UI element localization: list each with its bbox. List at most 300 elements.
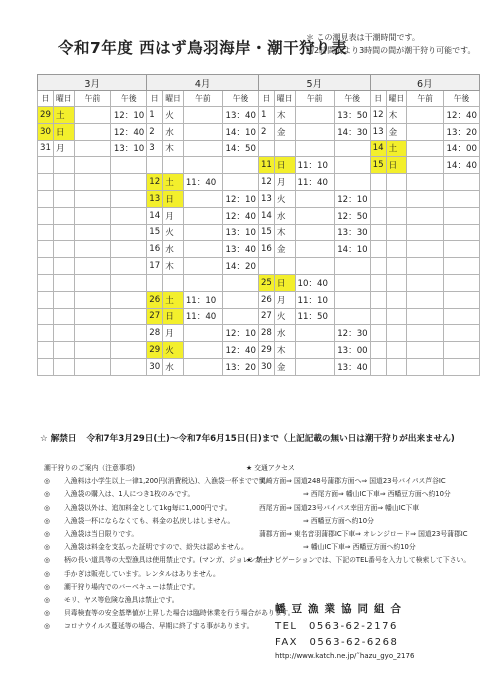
cell-dow (386, 308, 407, 325)
rule-text: 柄の長い道具等の大型漁具は使用禁止です。(マンガ、ジョレン禁止) (64, 556, 273, 565)
cell-am (74, 140, 111, 157)
tide-calendar-table (37, 74, 480, 376)
cell-dow (53, 207, 74, 224)
cell-pm (111, 174, 147, 191)
cell-day: 14 (370, 140, 386, 157)
column-header-dow: 曜日 (53, 91, 74, 107)
cell-pm (223, 291, 259, 308)
cell-day (370, 241, 386, 258)
cell-pm (223, 274, 259, 291)
bullet-icon: ◎ (44, 503, 50, 512)
cell-day: 30 (38, 123, 54, 140)
access-route: 岡崎方面⇒ 国道248号蒲郡方面へ⇒ 国道23号バイパス芦谷IC (259, 477, 446, 486)
calendar-row (38, 174, 480, 191)
cell-pm (444, 241, 480, 258)
cell-dow: 日 (163, 308, 184, 325)
column-header-pm: 午後 (223, 91, 259, 107)
cell-pm (111, 207, 147, 224)
cell-day: 12 (258, 174, 274, 191)
cell-day (38, 308, 54, 325)
cell-am (407, 241, 444, 258)
cell-dow (53, 224, 74, 241)
cell-am (74, 325, 111, 342)
cell-pm: 14：40 (444, 157, 480, 174)
cell-day: 30 (258, 358, 274, 375)
cell-day (38, 291, 54, 308)
cell-day (38, 325, 54, 342)
access-heading: ★ 交通アクセス (246, 464, 295, 472)
cell-dow: 土 (386, 140, 407, 157)
bullet-icon: ◎ (44, 582, 50, 591)
cell-day: 29 (38, 107, 54, 124)
bullet-icon: ◎ (44, 596, 50, 605)
cell-day: 27 (147, 308, 163, 325)
cell-day: 17 (147, 258, 163, 275)
cell-dow: 木 (274, 342, 295, 359)
access-route: 西尾方面⇒ 国道23号バイパス幸田方面⇒ 幡山IC下車 (259, 503, 420, 512)
month-header: 5月 (258, 75, 370, 91)
cell-dow: 水 (274, 207, 295, 224)
cell-pm (111, 325, 147, 342)
cell-day: 13 (147, 190, 163, 207)
cell-day: 31 (38, 140, 54, 157)
cell-pm: 13：50 (334, 107, 370, 124)
cell-am (74, 291, 111, 308)
cell-day (38, 258, 54, 275)
column-header-day: 日 (38, 91, 54, 107)
access-route: 蒲郡方面⇒ 東名音羽蒲郡IC下車⇒ オレンジロード⇒ 国道23号蒲郡IC (259, 530, 468, 539)
rule-text: 入漁袋は当日限りです。 (64, 530, 139, 539)
cell-am (183, 157, 222, 174)
cell-am: 11：50 (295, 308, 334, 325)
cell-am (295, 258, 334, 275)
calendar-row (38, 358, 480, 375)
cell-dow: 火 (163, 107, 184, 124)
cell-am (183, 190, 222, 207)
cell-am (183, 241, 222, 258)
month-header-row (38, 75, 480, 91)
cell-am: 11：10 (295, 157, 334, 174)
calendar-row (38, 258, 480, 275)
cell-dow (386, 207, 407, 224)
access-route: ⇒ 西尾方面⇒ 幡山IC下車⇒ 西幡豆方面へ約10分 (303, 490, 451, 499)
cell-pm (111, 224, 147, 241)
bullet-icon: ◎ (44, 569, 50, 578)
cell-pm (111, 241, 147, 258)
cell-dow (163, 157, 184, 174)
cell-dow: 火 (163, 342, 184, 359)
cell-am (74, 123, 111, 140)
column-header-dow: 曜日 (386, 91, 407, 107)
cell-day: 29 (258, 342, 274, 359)
cell-pm (334, 174, 370, 191)
column-header-day: 日 (258, 91, 274, 107)
cell-day (370, 325, 386, 342)
cell-pm: 14：10 (334, 241, 370, 258)
calendar-row (38, 241, 480, 258)
cell-dow (274, 140, 295, 157)
fax-number: FAX 0563-62-6268 (275, 637, 399, 648)
cell-day: 15 (370, 157, 386, 174)
car-navigation-note: ★ カーナビゲーションでは、下記のTEL番号を入力して検索して下さい。 (246, 556, 471, 565)
cell-pm: 13：20 (223, 358, 259, 375)
cell-day: 12 (370, 107, 386, 124)
rule-text: 貝毒検査等の安全基準値が上昇した場合は臨時休業を行う場合があります。 (64, 609, 295, 618)
cell-day (370, 258, 386, 275)
cell-am (183, 224, 222, 241)
cell-am (407, 291, 444, 308)
cell-dow (274, 258, 295, 275)
cell-pm (334, 274, 370, 291)
cell-am (407, 224, 444, 241)
bullet-icon: ◎ (44, 530, 50, 539)
rule-item (44, 620, 295, 633)
calendar-row (38, 123, 480, 140)
cell-dow: 火 (274, 190, 295, 207)
cell-dow (53, 274, 74, 291)
cell-day: 15 (258, 224, 274, 241)
cell-pm (111, 190, 147, 207)
cell-day: 26 (258, 291, 274, 308)
cell-am (407, 107, 444, 124)
cell-dow (53, 291, 74, 308)
cell-pm: 12：40 (111, 123, 147, 140)
cell-am (183, 123, 222, 140)
calendar-row (38, 190, 480, 207)
cell-dow (386, 174, 407, 191)
cell-am (183, 325, 222, 342)
cell-dow (386, 241, 407, 258)
cell-pm: 12：10 (334, 190, 370, 207)
cell-am (74, 258, 111, 275)
cell-pm: 12：10 (223, 190, 259, 207)
column-header-am: 午前 (295, 91, 334, 107)
cell-am (74, 190, 111, 207)
cell-am (407, 342, 444, 359)
cell-dow (53, 342, 74, 359)
cell-pm (111, 291, 147, 308)
calendar-row (38, 325, 480, 342)
cell-day (370, 308, 386, 325)
cell-day: 16 (258, 241, 274, 258)
cell-dow (386, 224, 407, 241)
cell-am (74, 207, 111, 224)
cell-am (74, 107, 111, 124)
cell-am (407, 258, 444, 275)
calendar-row (38, 107, 480, 124)
access-route: ⇒ 西幡豆方面へ約10分 (303, 516, 374, 525)
cell-dow: 水 (163, 123, 184, 140)
calendar-row (38, 291, 480, 308)
cell-dow: 木 (274, 224, 295, 241)
cell-pm (444, 190, 480, 207)
cell-am (74, 157, 111, 174)
column-header-pm: 午後 (111, 91, 147, 107)
cell-pm: 12：40 (444, 107, 480, 124)
rule-text: 手かぎは販売しています。レンタルはありません。 (64, 569, 220, 578)
cell-am (183, 207, 222, 224)
column-header-am: 午前 (183, 91, 222, 107)
cell-dow (53, 308, 74, 325)
cell-dow (53, 258, 74, 275)
month-header: 4月 (147, 75, 259, 91)
cell-day (147, 274, 163, 291)
cell-dow: 金 (274, 123, 295, 140)
rule-item (44, 568, 295, 581)
month-header: 3月 (38, 75, 147, 91)
cell-am (74, 308, 111, 325)
cell-dow: 木 (386, 107, 407, 124)
cell-day (38, 224, 54, 241)
cell-pm: 12：30 (334, 325, 370, 342)
rule-item (44, 607, 295, 620)
cell-dow (53, 325, 74, 342)
cell-pm (444, 325, 480, 342)
season-label: ☆ 解禁日 (40, 434, 77, 444)
cell-am: 11：40 (183, 308, 222, 325)
cell-day (38, 207, 54, 224)
calendar-row (38, 308, 480, 325)
cell-pm: 14：10 (223, 123, 259, 140)
cell-day (370, 291, 386, 308)
cell-am (74, 342, 111, 359)
cell-am (407, 207, 444, 224)
organization-name: 幡豆漁業協同組合 (275, 603, 407, 615)
season-dates (40, 432, 455, 444)
cell-day (370, 207, 386, 224)
rule-text: モリ、ヤス等危険な漁具は禁止です。 (64, 596, 179, 605)
cell-dow (386, 325, 407, 342)
cell-am: 10：40 (295, 274, 334, 291)
cell-dow: 月 (274, 174, 295, 191)
column-header-dow: 曜日 (274, 91, 295, 107)
calendar-row (38, 157, 480, 174)
cell-am (407, 358, 444, 375)
bullet-icon: ◎ (44, 516, 50, 525)
cell-dow: 日 (53, 123, 74, 140)
cell-am (407, 190, 444, 207)
cell-dow (53, 174, 74, 191)
cell-pm: 13：10 (111, 140, 147, 157)
cell-am (295, 342, 334, 359)
cell-day: 12 (147, 174, 163, 191)
cell-dow: 日 (274, 274, 295, 291)
cell-day (370, 358, 386, 375)
cell-pm (111, 308, 147, 325)
cell-am: 11：10 (183, 291, 222, 308)
rule-text: コロナウイルス蔓延等の場合、早期に終了する事があります。 (64, 622, 254, 631)
cell-pm: 13：30 (334, 224, 370, 241)
cell-dow: 木 (163, 140, 184, 157)
column-header-day: 日 (370, 91, 386, 107)
rule-item (44, 594, 295, 607)
cell-day: 3 (147, 140, 163, 157)
cell-day (38, 342, 54, 359)
cell-am (407, 325, 444, 342)
cell-am (295, 123, 334, 140)
cell-dow: 火 (274, 308, 295, 325)
cell-pm (334, 308, 370, 325)
cell-am (407, 174, 444, 191)
cell-am: 11：10 (295, 291, 334, 308)
cell-day (370, 274, 386, 291)
cell-pm (111, 258, 147, 275)
cell-day (370, 174, 386, 191)
calendar-row (38, 342, 480, 359)
cell-dow: 土 (53, 107, 74, 124)
cell-dow (386, 274, 407, 291)
cell-am: 11：40 (295, 174, 334, 191)
cell-pm: 13：40 (223, 107, 259, 124)
cell-dow: 日 (163, 190, 184, 207)
rule-text: 入漁袋の購入は、1人につき1枚のみです。 (64, 490, 195, 499)
website-url[interactable]: http://www.katch.ne.jp/˜hazu_gyo_2176 (275, 652, 415, 660)
cell-pm (444, 258, 480, 275)
cell-day (38, 274, 54, 291)
cell-day: 29 (147, 342, 163, 359)
cell-pm: 14：20 (223, 258, 259, 275)
column-header-dow: 曜日 (163, 91, 184, 107)
cell-day (38, 174, 54, 191)
cell-am (74, 224, 111, 241)
rules-heading: 潮干狩りのご案内（注意事項) (44, 464, 136, 472)
cell-am (183, 274, 222, 291)
cell-pm: 13：40 (334, 358, 370, 375)
cell-dow (53, 358, 74, 375)
note-line-1: ＊ この潮見表は干潮時間です。 (306, 33, 420, 42)
cell-pm: 13：10 (223, 224, 259, 241)
cell-day (370, 342, 386, 359)
cell-am (295, 358, 334, 375)
cell-pm (111, 274, 147, 291)
cell-pm (444, 207, 480, 224)
cell-dow (386, 291, 407, 308)
calendar-row (38, 274, 480, 291)
cell-day: 14 (147, 207, 163, 224)
cell-day: 27 (258, 308, 274, 325)
cell-dow (163, 274, 184, 291)
cell-am (74, 358, 111, 375)
cell-dow (386, 358, 407, 375)
cell-am (407, 274, 444, 291)
cell-am (295, 190, 334, 207)
cell-day: 14 (258, 207, 274, 224)
cell-dow: 月 (163, 207, 184, 224)
cell-dow: 金 (274, 241, 295, 258)
cell-pm (444, 274, 480, 291)
cell-pm (223, 157, 259, 174)
cell-dow: 火 (163, 224, 184, 241)
cell-dow (53, 241, 74, 258)
page-title: 令和7年度 西はず鳥羽海岸・潮干狩り表 (58, 39, 348, 57)
cell-pm (444, 224, 480, 241)
cell-day: 13 (370, 123, 386, 140)
cell-day: 11 (258, 157, 274, 174)
bullet-icon: ◎ (44, 543, 50, 552)
cell-am (295, 140, 334, 157)
cell-day: 13 (258, 190, 274, 207)
cell-day (38, 190, 54, 207)
column-header-am: 午前 (407, 91, 444, 107)
cell-pm (334, 291, 370, 308)
bullet-icon: ◎ (44, 556, 50, 565)
column-header-pm: 午後 (444, 91, 480, 107)
cell-pm: 13：20 (444, 123, 480, 140)
rule-text: 潮干狩り場内でのバーベキューは禁止です。 (64, 582, 200, 591)
month-header: 6月 (370, 75, 479, 91)
cell-am (183, 107, 222, 124)
cell-am (183, 258, 222, 275)
cell-pm (334, 157, 370, 174)
rule-text: 入漁袋以外は、追加料金として1kg毎に1,000円です。 (64, 503, 232, 512)
cell-pm: 13：00 (334, 342, 370, 359)
calendar-row (38, 207, 480, 224)
note-line-2: 約2時間前より3時間の間が潮干狩り可能です。 (306, 46, 476, 55)
column-header-row (38, 91, 480, 107)
cell-dow: 日 (274, 157, 295, 174)
cell-pm (223, 174, 259, 191)
cell-am (407, 140, 444, 157)
cell-day: 28 (258, 325, 274, 342)
cell-dow (53, 190, 74, 207)
cell-dow (386, 190, 407, 207)
cell-am (74, 174, 111, 191)
cell-day: 30 (147, 358, 163, 375)
cell-day (147, 157, 163, 174)
cell-dow: 土 (163, 174, 184, 191)
cell-dow: 水 (274, 325, 295, 342)
cell-pm (444, 308, 480, 325)
cell-pm: 13：40 (223, 241, 259, 258)
cell-dow (386, 342, 407, 359)
cell-dow: 水 (163, 358, 184, 375)
cell-day: 1 (258, 107, 274, 124)
cell-dow (386, 258, 407, 275)
cell-pm (334, 258, 370, 275)
cell-day (370, 190, 386, 207)
cell-am: 11：40 (183, 174, 222, 191)
cell-dow: 金 (386, 123, 407, 140)
cell-am (295, 325, 334, 342)
cell-day (38, 157, 54, 174)
cell-day: 26 (147, 291, 163, 308)
cell-am (183, 342, 222, 359)
cell-pm (334, 140, 370, 157)
cell-day: 1 (147, 107, 163, 124)
bullet-icon: ◎ (44, 490, 50, 499)
cell-dow: 月 (274, 291, 295, 308)
cell-dow: 月 (163, 325, 184, 342)
rule-text: 入漁料は小学生以上一律1,200円(消費税込)、入漁袋一杯までです。 (64, 477, 272, 486)
cell-day: 2 (147, 123, 163, 140)
cell-am (74, 274, 111, 291)
cell-pm (223, 308, 259, 325)
cell-pm (444, 291, 480, 308)
cell-am (183, 140, 222, 157)
cell-am (407, 123, 444, 140)
access-section (246, 462, 470, 568)
cell-pm: 12：40 (223, 342, 259, 359)
cell-day (258, 140, 274, 157)
rule-text: 入漁袋一杯にならなくても、料金の払戻しはしません。 (64, 516, 235, 525)
cell-pm (111, 157, 147, 174)
cell-pm (444, 342, 480, 359)
organization-info (275, 601, 414, 660)
season-text: 令和7年3月29日(土)～令和7年6月15日(日)まで（上記記載の無い日は潮干狩りが出来ません) (86, 434, 455, 444)
rule-item (44, 581, 295, 594)
cell-day: 28 (147, 325, 163, 342)
cell-pm: 12：50 (334, 207, 370, 224)
